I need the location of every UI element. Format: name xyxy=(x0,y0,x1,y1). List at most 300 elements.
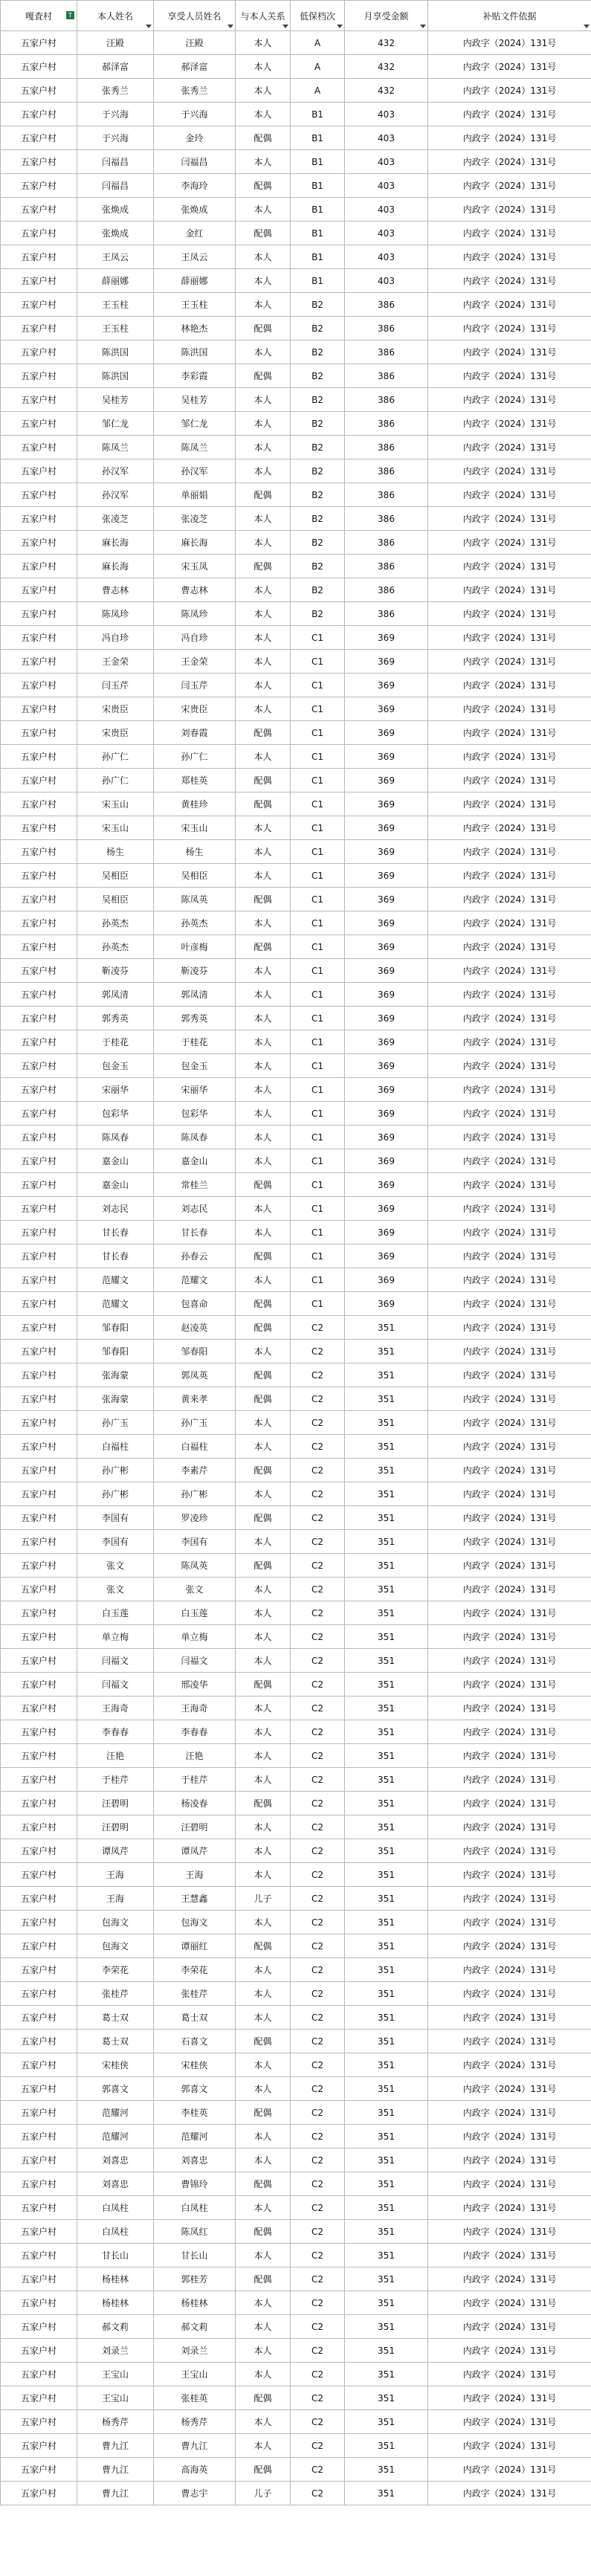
cell-level[interactable]: A xyxy=(291,79,345,103)
cell-document[interactable]: 内政字（2024）131号 xyxy=(428,1102,591,1126)
cell-village[interactable]: 五家户村 xyxy=(1,602,77,626)
cell-village[interactable]: 五家户村 xyxy=(1,1934,77,1958)
cell-village[interactable]: 五家户村 xyxy=(1,2101,77,2125)
cell-relation[interactable]: 本人 xyxy=(236,1197,291,1221)
cell-village[interactable]: 五家户村 xyxy=(1,1482,77,1506)
cell-document[interactable]: 内政字（2024）131号 xyxy=(428,935,591,959)
cell-relation[interactable]: 本人 xyxy=(236,697,291,721)
cell-level[interactable]: B2 xyxy=(291,459,345,483)
cell-recipient[interactable]: 单立梅 xyxy=(154,1625,236,1649)
cell-relation[interactable]: 本人 xyxy=(236,103,291,126)
cell-recipient[interactable]: 谭丽红 xyxy=(154,1934,236,1958)
cell-village[interactable]: 五家户村 xyxy=(1,1054,77,1078)
cell-relation[interactable]: 本人 xyxy=(236,1697,291,1720)
cell-name[interactable]: 宋贵臣 xyxy=(77,697,154,721)
cell-level[interactable]: C2 xyxy=(291,2006,345,2030)
cell-amount[interactable]: 432 xyxy=(345,31,428,55)
cell-name[interactable]: 包海文 xyxy=(77,1911,154,1934)
cell-document[interactable]: 内政字（2024）131号 xyxy=(428,793,591,816)
cell-amount[interactable]: 432 xyxy=(345,79,428,103)
cell-recipient[interactable]: 甘长春 xyxy=(154,1221,236,1245)
cell-village[interactable]: 五家户村 xyxy=(1,1601,77,1625)
cell-level[interactable]: C1 xyxy=(291,840,345,864)
cell-document[interactable]: 内政字（2024）131号 xyxy=(428,2053,591,2077)
cell-amount[interactable]: 351 xyxy=(345,2125,428,2149)
cell-recipient[interactable]: 黄来孝 xyxy=(154,1387,236,1411)
cell-recipient[interactable]: 吴桂芳 xyxy=(154,388,236,412)
cell-document[interactable]: 内政字（2024）131号 xyxy=(428,674,591,697)
cell-document[interactable]: 内政字（2024）131号 xyxy=(428,1007,591,1030)
cell-relation[interactable]: 配偶 xyxy=(236,2458,291,2482)
cell-relation[interactable]: 配偶 xyxy=(236,1554,291,1578)
cell-recipient[interactable]: 白凤柱 xyxy=(154,2196,236,2220)
cell-amount[interactable]: 403 xyxy=(345,198,428,222)
cell-document[interactable]: 内政字（2024）131号 xyxy=(428,1054,591,1078)
cell-document[interactable]: 内政字（2024）131号 xyxy=(428,1245,591,1268)
cell-amount[interactable]: 351 xyxy=(345,2077,428,2101)
cell-recipient[interactable]: 李荣花 xyxy=(154,1958,236,1982)
cell-village[interactable]: 五家户村 xyxy=(1,2291,77,2315)
cell-level[interactable]: C1 xyxy=(291,1007,345,1030)
cell-relation[interactable]: 本人 xyxy=(236,2339,291,2363)
cell-village[interactable]: 五家户村 xyxy=(1,769,77,793)
cell-relation[interactable]: 本人 xyxy=(236,1411,291,1435)
cell-level[interactable]: C2 xyxy=(291,2244,345,2267)
cell-relation[interactable]: 本人 xyxy=(236,436,291,459)
cell-document[interactable]: 内政字（2024）131号 xyxy=(428,1649,591,1673)
cell-village[interactable]: 五家户村 xyxy=(1,317,77,340)
cell-name[interactable]: 孙汉军 xyxy=(77,483,154,507)
cell-village[interactable]: 五家户村 xyxy=(1,2386,77,2410)
cell-village[interactable]: 五家户村 xyxy=(1,531,77,555)
cell-recipient[interactable]: 郭凤英 xyxy=(154,1363,236,1387)
cell-amount[interactable]: 369 xyxy=(345,721,428,745)
cell-recipient[interactable]: 陈凤春 xyxy=(154,1126,236,1149)
cell-amount[interactable]: 369 xyxy=(345,1054,428,1078)
cell-amount[interactable]: 369 xyxy=(345,674,428,697)
cell-name[interactable]: 闫福文 xyxy=(77,1673,154,1697)
cell-village[interactable]: 五家户村 xyxy=(1,2006,77,2030)
cell-recipient[interactable]: 张文 xyxy=(154,1578,236,1601)
cell-name[interactable]: 曹九江 xyxy=(77,2482,154,2505)
cell-village[interactable]: 五家户村 xyxy=(1,1554,77,1578)
cell-level[interactable]: B1 xyxy=(291,103,345,126)
cell-level[interactable]: C2 xyxy=(291,1578,345,1601)
dropdown-arrow-icon[interactable] xyxy=(420,25,426,28)
cell-relation[interactable]: 配偶 xyxy=(236,1173,291,1197)
cell-amount[interactable]: 351 xyxy=(345,2458,428,2482)
cell-name[interactable]: 王玉柱 xyxy=(77,317,154,340)
cell-relation[interactable]: 配偶 xyxy=(236,2220,291,2244)
cell-amount[interactable]: 369 xyxy=(345,1173,428,1197)
cell-recipient[interactable]: 刘喜忠 xyxy=(154,2149,236,2172)
cell-relation[interactable]: 本人 xyxy=(236,1863,291,1887)
cell-document[interactable]: 内政字（2024）131号 xyxy=(428,1720,591,1744)
cell-village[interactable]: 五家户村 xyxy=(1,1411,77,1435)
cell-amount[interactable]: 369 xyxy=(345,697,428,721)
cell-amount[interactable]: 403 xyxy=(345,245,428,269)
cell-relation[interactable]: 本人 xyxy=(236,911,291,935)
cell-village[interactable]: 五家户村 xyxy=(1,983,77,1007)
cell-relation[interactable]: 本人 xyxy=(236,1221,291,1245)
cell-recipient[interactable]: 刘录兰 xyxy=(154,2339,236,2363)
cell-amount[interactable]: 351 xyxy=(345,1697,428,1720)
cell-level[interactable]: C2 xyxy=(291,2482,345,2505)
cell-name[interactable]: 曹九江 xyxy=(77,2434,154,2458)
cell-relation[interactable]: 本人 xyxy=(236,245,291,269)
cell-name[interactable]: 闫福昌 xyxy=(77,150,154,174)
cell-name[interactable]: 陈凤兰 xyxy=(77,436,154,459)
cell-amount[interactable]: 386 xyxy=(345,602,428,626)
cell-level[interactable]: B2 xyxy=(291,388,345,412)
cell-name[interactable]: 吴桂芳 xyxy=(77,388,154,412)
cell-name[interactable]: 王宝山 xyxy=(77,2363,154,2386)
cell-name[interactable]: 李国有 xyxy=(77,1530,154,1554)
cell-relation[interactable]: 本人 xyxy=(236,959,291,983)
cell-village[interactable]: 五家户村 xyxy=(1,1863,77,1887)
cell-document[interactable]: 内政字（2024）131号 xyxy=(428,1411,591,1435)
cell-recipient[interactable]: 包金玉 xyxy=(154,1054,236,1078)
cell-document[interactable]: 内政字（2024）131号 xyxy=(428,293,591,317)
cell-recipient[interactable]: 宋玉凤 xyxy=(154,555,236,578)
cell-recipient[interactable]: 范耀河 xyxy=(154,2125,236,2149)
cell-name[interactable]: 郭秀英 xyxy=(77,1007,154,1030)
cell-amount[interactable]: 351 xyxy=(345,1506,428,1530)
cell-name[interactable]: 张焕成 xyxy=(77,222,154,245)
cell-village[interactable]: 五家户村 xyxy=(1,1292,77,1316)
cell-village[interactable]: 五家户村 xyxy=(1,650,77,674)
cell-amount[interactable]: 386 xyxy=(345,531,428,555)
cell-amount[interactable]: 369 xyxy=(345,769,428,793)
cell-village[interactable]: 五家户村 xyxy=(1,150,77,174)
cell-relation[interactable]: 本人 xyxy=(236,2149,291,2172)
cell-village[interactable]: 五家户村 xyxy=(1,1530,77,1554)
cell-amount[interactable]: 403 xyxy=(345,174,428,198)
cell-relation[interactable]: 本人 xyxy=(236,79,291,103)
cell-amount[interactable]: 369 xyxy=(345,911,428,935)
cell-relation[interactable]: 本人 xyxy=(236,2244,291,2267)
cell-name[interactable]: 郝泽富 xyxy=(77,55,154,79)
cell-recipient[interactable]: 常桂兰 xyxy=(154,1173,236,1197)
cell-village[interactable]: 五家户村 xyxy=(1,911,77,935)
cell-recipient[interactable]: 冯自珍 xyxy=(154,626,236,650)
cell-level[interactable]: C1 xyxy=(291,721,345,745)
cell-amount[interactable]: 369 xyxy=(345,1126,428,1149)
cell-amount[interactable]: 351 xyxy=(345,1792,428,1815)
cell-relation[interactable]: 本人 xyxy=(236,1982,291,2006)
cell-level[interactable]: C2 xyxy=(291,1768,345,1792)
cell-amount[interactable]: 369 xyxy=(345,1078,428,1102)
cell-level[interactable]: C1 xyxy=(291,864,345,888)
cell-document[interactable]: 内政字（2024）131号 xyxy=(428,436,591,459)
cell-recipient[interactable]: 陈凤英 xyxy=(154,888,236,911)
cell-relation[interactable]: 配偶 xyxy=(236,793,291,816)
cell-recipient[interactable]: 王慧鑫 xyxy=(154,1887,236,1911)
cell-amount[interactable]: 351 xyxy=(345,1482,428,1506)
cell-relation[interactable]: 本人 xyxy=(236,1007,291,1030)
cell-recipient[interactable]: 郭喜文 xyxy=(154,2077,236,2101)
cell-relation[interactable]: 配偶 xyxy=(236,721,291,745)
cell-amount[interactable]: 369 xyxy=(345,864,428,888)
cell-relation[interactable]: 本人 xyxy=(236,1078,291,1102)
cell-village[interactable]: 五家户村 xyxy=(1,412,77,436)
cell-name[interactable]: 靳凌芬 xyxy=(77,959,154,983)
cell-village[interactable]: 五家户村 xyxy=(1,1768,77,1792)
cell-document[interactable]: 内政字（2024）131号 xyxy=(428,1149,591,1173)
cell-village[interactable]: 五家户村 xyxy=(1,578,77,602)
cell-document[interactable]: 内政字（2024）131号 xyxy=(428,459,591,483)
cell-amount[interactable]: 369 xyxy=(345,745,428,769)
cell-level[interactable]: C1 xyxy=(291,983,345,1007)
cell-level[interactable]: C2 xyxy=(291,2196,345,2220)
cell-village[interactable]: 五家户村 xyxy=(1,2220,77,2244)
cell-relation[interactable]: 本人 xyxy=(236,1578,291,1601)
cell-level[interactable]: C2 xyxy=(291,2386,345,2410)
cell-amount[interactable]: 403 xyxy=(345,269,428,293)
cell-level[interactable]: C1 xyxy=(291,1197,345,1221)
cell-recipient[interactable]: 陈凤英 xyxy=(154,1554,236,1578)
cell-name[interactable]: 汪殿 xyxy=(77,31,154,55)
cell-name[interactable]: 宋丽华 xyxy=(77,1078,154,1102)
cell-amount[interactable]: 386 xyxy=(345,317,428,340)
cell-recipient[interactable]: 王金荣 xyxy=(154,650,236,674)
cell-recipient[interactable]: 单丽娟 xyxy=(154,483,236,507)
cell-level[interactable]: C2 xyxy=(291,1958,345,1982)
cell-level[interactable]: B2 xyxy=(291,340,345,364)
cell-amount[interactable]: 351 xyxy=(345,1911,428,1934)
cell-relation[interactable]: 配偶 xyxy=(236,1792,291,1815)
cell-document[interactable]: 内政字（2024）131号 xyxy=(428,1482,591,1506)
cell-village[interactable]: 五家户村 xyxy=(1,626,77,650)
cell-village[interactable]: 五家户村 xyxy=(1,2053,77,2077)
cell-relation[interactable]: 配偶 xyxy=(236,1459,291,1482)
cell-village[interactable]: 五家户村 xyxy=(1,198,77,222)
cell-recipient[interactable]: 金红 xyxy=(154,222,236,245)
cell-document[interactable]: 内政字（2024）131号 xyxy=(428,2006,591,2030)
cell-document[interactable]: 内政字（2024）131号 xyxy=(428,1744,591,1768)
cell-level[interactable]: B2 xyxy=(291,412,345,436)
cell-relation[interactable]: 配偶 xyxy=(236,2267,291,2291)
cell-amount[interactable]: 351 xyxy=(345,2363,428,2386)
cell-village[interactable]: 五家户村 xyxy=(1,174,77,198)
cell-relation[interactable]: 配偶 xyxy=(236,1316,291,1340)
cell-level[interactable]: C2 xyxy=(291,1934,345,1958)
cell-amount[interactable]: 351 xyxy=(345,1601,428,1625)
cell-level[interactable]: C2 xyxy=(291,1863,345,1887)
cell-name[interactable]: 郭喜文 xyxy=(77,2077,154,2101)
cell-name[interactable]: 甘长春 xyxy=(77,1245,154,1268)
cell-document[interactable]: 内政字（2024）131号 xyxy=(428,198,591,222)
cell-relation[interactable]: 本人 xyxy=(236,1815,291,1839)
cell-level[interactable]: C2 xyxy=(291,2458,345,2482)
cell-recipient[interactable]: 葛士双 xyxy=(154,2006,236,2030)
cell-amount[interactable]: 369 xyxy=(345,793,428,816)
cell-relation[interactable]: 配偶 xyxy=(236,1673,291,1697)
cell-relation[interactable]: 本人 xyxy=(236,1911,291,1934)
cell-village[interactable]: 五家户村 xyxy=(1,79,77,103)
cell-village[interactable]: 五家户村 xyxy=(1,1340,77,1363)
cell-name[interactable]: 孙英杰 xyxy=(77,935,154,959)
cell-name[interactable]: 嘉金山 xyxy=(77,1173,154,1197)
cell-name[interactable]: 吴相臣 xyxy=(77,864,154,888)
cell-relation[interactable]: 本人 xyxy=(236,2291,291,2315)
cell-amount[interactable]: 351 xyxy=(345,2315,428,2339)
cell-recipient[interactable]: 孙广仁 xyxy=(154,745,236,769)
cell-recipient[interactable]: 罗凌珍 xyxy=(154,1506,236,1530)
cell-name[interactable]: 刘录兰 xyxy=(77,2339,154,2363)
cell-amount[interactable]: 351 xyxy=(345,2101,428,2125)
cell-name[interactable]: 于桂芹 xyxy=(77,1768,154,1792)
cell-relation[interactable]: 本人 xyxy=(236,2125,291,2149)
cell-amount[interactable]: 351 xyxy=(345,2291,428,2315)
cell-relation[interactable]: 配偶 xyxy=(236,888,291,911)
cell-document[interactable]: 内政字（2024）131号 xyxy=(428,1673,591,1697)
cell-name[interactable]: 李国有 xyxy=(77,1506,154,1530)
cell-recipient[interactable]: 孙春云 xyxy=(154,1245,236,1268)
cell-name[interactable]: 包海文 xyxy=(77,1934,154,1958)
cell-document[interactable]: 内政字（2024）131号 xyxy=(428,1697,591,1720)
cell-relation[interactable]: 本人 xyxy=(236,578,291,602)
cell-level[interactable]: C1 xyxy=(291,1268,345,1292)
cell-village[interactable]: 五家户村 xyxy=(1,2434,77,2458)
cell-level[interactable]: C2 xyxy=(291,1387,345,1411)
dropdown-arrow-icon[interactable] xyxy=(584,25,590,28)
cell-level[interactable]: B2 xyxy=(291,483,345,507)
cell-name[interactable]: 王海 xyxy=(77,1863,154,1887)
cell-name[interactable]: 刘志民 xyxy=(77,1197,154,1221)
cell-amount[interactable]: 369 xyxy=(345,888,428,911)
cell-name[interactable]: 郭凤清 xyxy=(77,983,154,1007)
cell-amount[interactable]: 351 xyxy=(345,1316,428,1340)
cell-name[interactable]: 范耀文 xyxy=(77,1292,154,1316)
cell-level[interactable]: B2 xyxy=(291,507,345,531)
cell-document[interactable]: 内政字（2024）131号 xyxy=(428,222,591,245)
cell-relation[interactable]: 本人 xyxy=(236,2410,291,2434)
cell-recipient[interactable]: 杨生 xyxy=(154,840,236,864)
cell-village[interactable]: 五家户村 xyxy=(1,388,77,412)
cell-name[interactable]: 汪碧明 xyxy=(77,1792,154,1815)
cell-name[interactable]: 张凌芝 xyxy=(77,507,154,531)
cell-amount[interactable]: 386 xyxy=(345,412,428,436)
cell-name[interactable]: 谭凤芹 xyxy=(77,1839,154,1863)
cell-name[interactable]: 张焕成 xyxy=(77,198,154,222)
cell-recipient[interactable]: 李国有 xyxy=(154,1530,236,1554)
cell-recipient[interactable]: 黄桂珍 xyxy=(154,793,236,816)
cell-recipient[interactable]: 闫福文 xyxy=(154,1649,236,1673)
cell-amount[interactable]: 351 xyxy=(345,2410,428,2434)
cell-amount[interactable]: 351 xyxy=(345,1387,428,1411)
cell-relation[interactable]: 本人 xyxy=(236,198,291,222)
cell-relation[interactable]: 配偶 xyxy=(236,2101,291,2125)
cell-document[interactable]: 内政字（2024）131号 xyxy=(428,126,591,150)
cell-document[interactable]: 内政字（2024）131号 xyxy=(428,364,591,388)
cell-document[interactable]: 内政字（2024）131号 xyxy=(428,2149,591,2172)
cell-name[interactable]: 闫福文 xyxy=(77,1649,154,1673)
cell-amount[interactable]: 351 xyxy=(345,1625,428,1649)
cell-name[interactable]: 白福柱 xyxy=(77,1435,154,1459)
cell-document[interactable]: 内政字（2024）131号 xyxy=(428,1911,591,1934)
cell-relation[interactable]: 本人 xyxy=(236,626,291,650)
cell-name[interactable]: 孙广仁 xyxy=(77,769,154,793)
cell-document[interactable]: 内政字（2024）131号 xyxy=(428,1934,591,1958)
cell-relation[interactable]: 本人 xyxy=(236,150,291,174)
cell-level[interactable]: C2 xyxy=(291,2410,345,2434)
cell-recipient[interactable]: 孙广玉 xyxy=(154,1411,236,1435)
cell-recipient[interactable]: 郭桂芳 xyxy=(154,2267,236,2291)
cell-relation[interactable]: 本人 xyxy=(236,650,291,674)
cell-relation[interactable]: 本人 xyxy=(236,1958,291,1982)
cell-village[interactable]: 五家户村 xyxy=(1,2149,77,2172)
cell-amount[interactable]: 351 xyxy=(345,1815,428,1839)
cell-amount[interactable]: 351 xyxy=(345,1839,428,1863)
cell-name[interactable]: 宋桂侠 xyxy=(77,2053,154,2077)
cell-document[interactable]: 内政字（2024）131号 xyxy=(428,1982,591,2006)
cell-amount[interactable]: 369 xyxy=(345,626,428,650)
cell-document[interactable]: 内政字（2024）131号 xyxy=(428,269,591,293)
cell-document[interactable]: 内政字（2024）131号 xyxy=(428,55,591,79)
cell-village[interactable]: 五家户村 xyxy=(1,1102,77,1126)
cell-document[interactable]: 内政字（2024）131号 xyxy=(428,2196,591,2220)
cell-document[interactable]: 内政字（2024）131号 xyxy=(428,2482,591,2505)
cell-relation[interactable]: 本人 xyxy=(236,2363,291,2386)
cell-village[interactable]: 五家户村 xyxy=(1,1078,77,1102)
cell-relation[interactable]: 本人 xyxy=(236,674,291,697)
cell-amount[interactable]: 432 xyxy=(345,55,428,79)
cell-recipient[interactable]: 闫福昌 xyxy=(154,150,236,174)
cell-relation[interactable]: 配偶 xyxy=(236,1387,291,1411)
cell-name[interactable]: 邹仁龙 xyxy=(77,412,154,436)
cell-name[interactable]: 杨秀芹 xyxy=(77,2410,154,2434)
cell-village[interactable]: 五家户村 xyxy=(1,1197,77,1221)
cell-document[interactable]: 内政字（2024）131号 xyxy=(428,983,591,1007)
cell-level[interactable]: C1 xyxy=(291,1292,345,1316)
cell-level[interactable]: C2 xyxy=(291,2315,345,2339)
cell-village[interactable]: 五家户村 xyxy=(1,2363,77,2386)
cell-name[interactable]: 杨生 xyxy=(77,840,154,864)
cell-village[interactable]: 五家户村 xyxy=(1,1673,77,1697)
cell-document[interactable]: 内政字（2024）131号 xyxy=(428,911,591,935)
cell-amount[interactable]: 386 xyxy=(345,293,428,317)
cell-relation[interactable]: 本人 xyxy=(236,1482,291,1506)
cell-village[interactable]: 五家户村 xyxy=(1,721,77,745)
cell-name[interactable]: 白凤柱 xyxy=(77,2196,154,2220)
cell-level[interactable]: C2 xyxy=(291,1340,345,1363)
cell-level[interactable]: C2 xyxy=(291,1506,345,1530)
cell-village[interactable]: 五家户村 xyxy=(1,840,77,864)
cell-recipient[interactable]: 李彩霞 xyxy=(154,364,236,388)
cell-recipient[interactable]: 邹仁龙 xyxy=(154,412,236,436)
cell-relation[interactable]: 配偶 xyxy=(236,555,291,578)
cell-level[interactable]: C2 xyxy=(291,1482,345,1506)
cell-village[interactable]: 五家户村 xyxy=(1,222,77,245)
cell-recipient[interactable]: 包海文 xyxy=(154,1911,236,1934)
cell-document[interactable]: 内政字（2024）131号 xyxy=(428,769,591,793)
cell-recipient[interactable]: 汪艳 xyxy=(154,1744,236,1768)
cell-village[interactable]: 五家户村 xyxy=(1,1268,77,1292)
cell-level[interactable]: C1 xyxy=(291,1173,345,1197)
cell-level[interactable]: C1 xyxy=(291,697,345,721)
cell-relation[interactable]: 本人 xyxy=(236,1030,291,1054)
cell-level[interactable]: C2 xyxy=(291,1435,345,1459)
cell-level[interactable]: C1 xyxy=(291,1054,345,1078)
cell-amount[interactable]: 351 xyxy=(345,2030,428,2053)
cell-level[interactable]: C2 xyxy=(291,2339,345,2363)
cell-relation[interactable]: 本人 xyxy=(236,816,291,840)
cell-recipient[interactable]: 郭秀英 xyxy=(154,1007,236,1030)
cell-relation[interactable]: 本人 xyxy=(236,1054,291,1078)
cell-recipient[interactable]: 孙汉军 xyxy=(154,459,236,483)
cell-relation[interactable]: 儿子 xyxy=(236,2482,291,2505)
